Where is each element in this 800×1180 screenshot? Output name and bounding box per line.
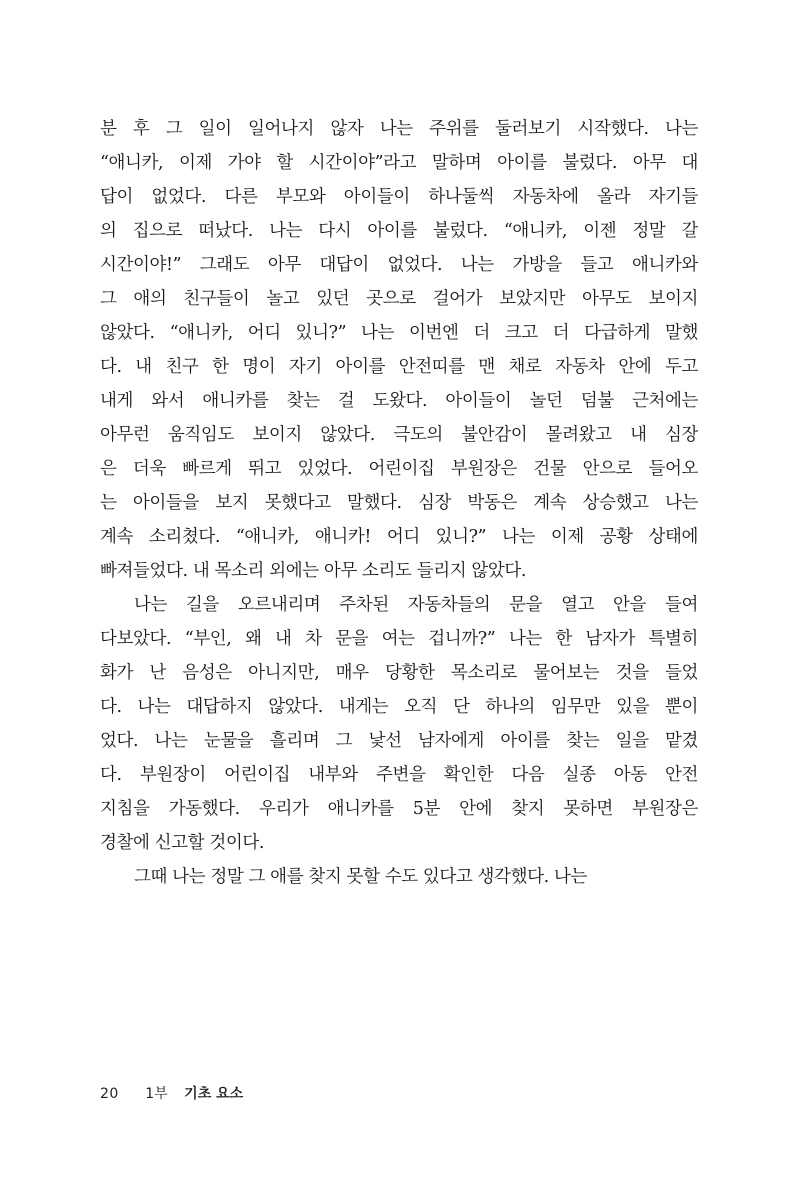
page-footer — [100, 1082, 243, 1106]
paragraph — [100, 860, 698, 894]
text-line: 다보았다. “부인, 왜 내 차 문을 여는 겁니까?” 나는 한 남자가 특별히 — [100, 629, 698, 649]
text-line: 나는 길을 오르내리며 주차된 자동차들의 문을 열고 안을 들여 — [134, 595, 698, 615]
text-line: 다. 부원장이 어린이집 내부와 주변을 확인한 다음 실종 아동 안전 — [100, 765, 698, 785]
text-line: 계속 소리쳤다. “애니카, 애니카! 어디 있니?” 나는 이제 공황 상태에 — [100, 527, 698, 547]
page-body — [100, 112, 698, 894]
text-line: 은 더욱 빠르게 뛰고 있었다. 어린이집 부원장은 건물 안으로 들어오 — [100, 459, 698, 479]
text-line: 경찰에 신고할 것이다. — [100, 833, 265, 853]
text-line: “애니카, 이제 가야 할 시간이야”라고 말하며 아이를 불렀다. 아무 대 — [100, 153, 698, 173]
page-number: 20 — [100, 1086, 119, 1102]
text-line: 지침을 가동했다. 우리가 애니카를 5분 안에 찾지 못하면 부원장은 — [100, 799, 698, 819]
text-line: 않았다. “애니카, 어디 있니?” 나는 이번엔 더 크고 더 다급하게 말했 — [100, 323, 698, 343]
paragraph — [100, 112, 698, 588]
text-line: 화가 난 음성은 아니지만, 매우 당황한 목소리로 물어보는 것을 들었 — [100, 663, 698, 683]
text-line: 시간이야!” 그래도 아무 대답이 없었다. 나는 가방을 들고 애니카와 — [100, 255, 698, 275]
text-line: 는 아이들을 보지 못했다고 말했다. 심장 박동은 계속 상승했고 나는 — [100, 493, 698, 513]
text-line: 답이 없었다. 다른 부모와 아이들이 하나둘씩 자동차에 올라 자기들 — [100, 187, 698, 207]
text-line: 의 집으로 떠났다. 나는 다시 아이를 불렀다. “애니카, 이젠 정말 갈 — [100, 221, 698, 241]
section-title: 기초 요소 — [184, 1086, 244, 1102]
text-line: 내게 와서 애니카를 찾는 걸 도왔다. 아이들이 놀던 덤불 근처에는 — [100, 391, 698, 411]
text-line: 그 애의 친구들이 놀고 있던 곳으로 걸어가 보았지만 아무도 보이지 — [100, 289, 698, 309]
text-line: 그때 나는 정말 그 애를 찾지 못할 수도 있다고 생각했다. 나는 — [134, 867, 587, 887]
text-line: 아무런 움직임도 보이지 않았다. 극도의 불안감이 몰려왔고 내 심장 — [100, 425, 698, 445]
text-line: 분 후 그 일이 일어나지 않자 나는 주위를 둘러보기 시작했다. 나는 — [100, 119, 698, 139]
text-line: 다. 나는 대답하지 않았다. 내게는 오직 단 하나의 임무만 있을 뿐이 — [100, 697, 698, 717]
part-label: 1부 — [145, 1086, 168, 1102]
paragraph — [100, 588, 698, 860]
text-line: 빠져들었다. 내 목소리 외에는 아무 소리도 들리지 않았다. — [100, 561, 527, 581]
text-line: 었다. 나는 눈물을 흘리며 그 낯선 남자에게 아이를 찾는 일을 맡겼 — [100, 731, 698, 751]
text-line: 다. 내 친구 한 명이 자기 아이를 안전띠를 맨 채로 자동차 안에 두고 — [100, 357, 698, 377]
